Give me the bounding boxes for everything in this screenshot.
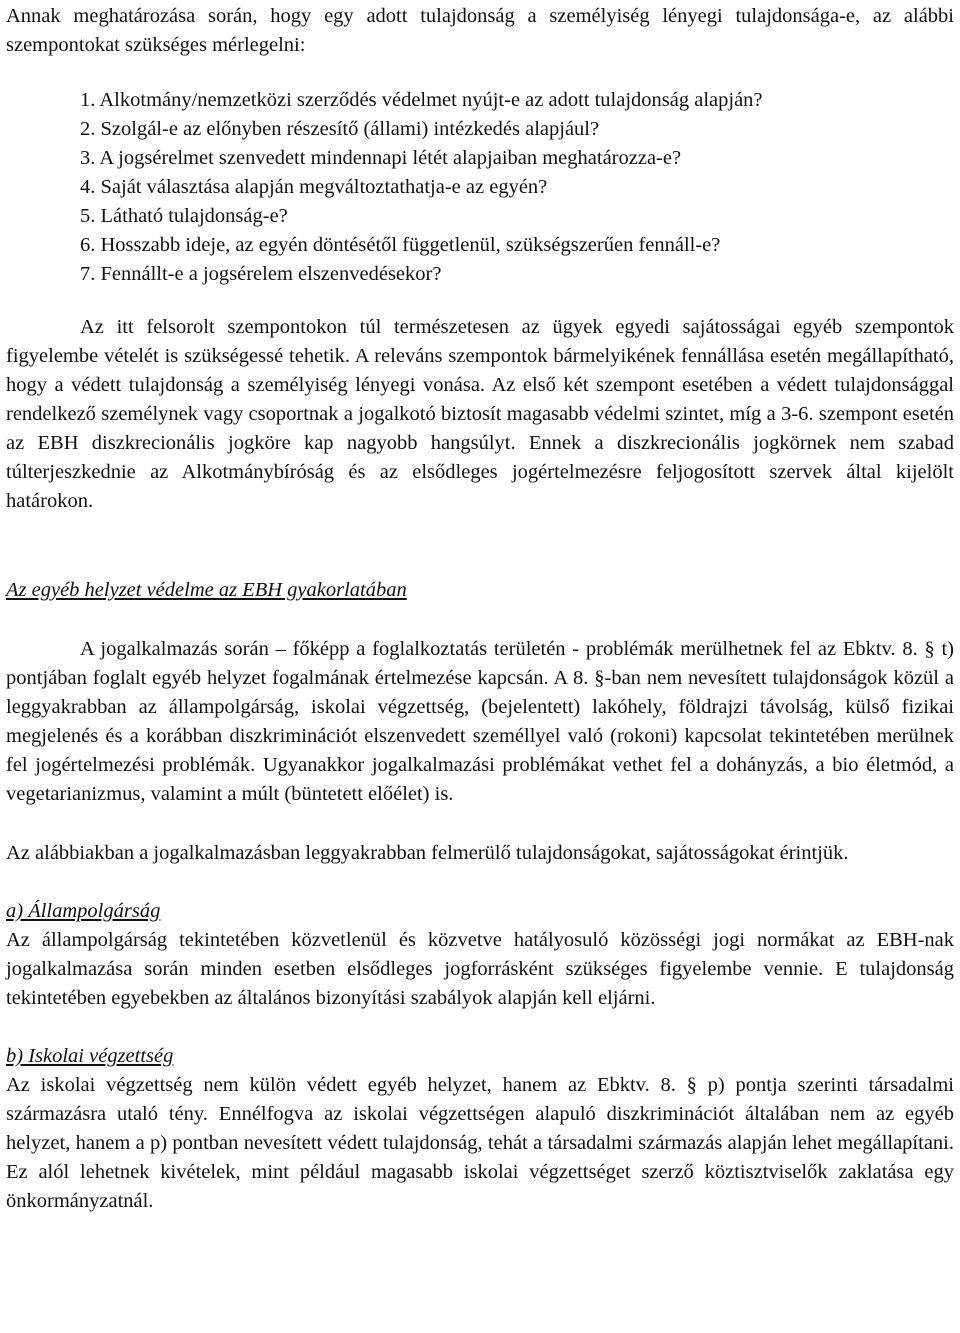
subsection-text-citizenship: Az állampolgárság tekintetében közvetlenül és közvetve hatályosuló közösségi jogi normákat az EBH-nak jogalkalmazása során minden esetben elsődleges jogforrásként szükséges figyelembe vennie. E tulajdonság tekintetében egyebekben az általános bizonyítási szabályok alapján kell eljárni. (6, 929, 954, 1009)
list-item: 6. Hosszabb ideje, az egyén döntésétől függetlenül, szükségszerűen fennáll-e? (80, 234, 721, 256)
section-heading: Az egyéb helyzet védelme az EBH gyakorlatában (6, 579, 407, 601)
list-item: 3. A jogsérelmet szenvedett mindennapi létét alapjaiban meghatározza-e? (80, 147, 682, 169)
list-item: 5. Látható tulajdonság-e? (80, 205, 288, 227)
list-item: 2. Szolgál-e az előnyben részesítő (állami) intézkedés alapjául? (80, 118, 600, 140)
body-paragraph: A jogalkalmazás során – főképp a foglalkoztatás területén - problémák merülhetnek fel az Ebktv. 8. § t) pontjában foglalt egyéb helyzet fogalmának értelmezése kapcsán. A 8. §-ban nem nevesített tulajdonságok közül a leggyakrabban az állampolgárság, iskolai végzettség, (bejelentett) lakóhely, földrajzi távolság, külső fizikai megjelenés és a korábban diszkriminációt elszenvedett személlyel való (rokoni) kapcsolat tekintetében merülnek fel jogértelmezési problémák. Ugyanakkor jogalkalmazási problémákat vethet fel a dohányzás, a bio életmód, a vegetarianizmus, valamint a múlt (büntetett előélet) is. (6, 638, 954, 805)
intro-paragraph: Annak meghatározása során, hogy egy adott tulajdonság a személyiség lényegi tulajdonsága-e, az alábbi szempontokat szükséges mérlegelni: (6, 5, 954, 56)
list-item: 1. Alkotmány/nemzetközi szerződés védelmet nyújt-e az adott tulajdonság alapján? (80, 89, 763, 111)
body-paragraph: Az alábbiakban a jogalkalmazásban leggyakrabban felmerülő tulajdonságokat, sajátosságokat érintjük. (6, 842, 849, 864)
subsection-heading-citizenship: a) Állampolgárság (6, 900, 161, 922)
subsection-text-education: Az iskolai végzettség nem külön védett egyéb helyzet, hanem az Ebktv. 8. § p) pontja szerinti társadalmi származásra utaló tény. Ennélfogva az iskolai végzettségen alapuló diszkriminációt általában nem az egyéb helyzet, hanem a p) pontban nevesített védett tulajdonság, tehát a társadalmi származás alapján lehet megállapítani. Ez alól lehetnek kivételek, mint például magasabb iskolai végzettséget szerző köztisztviselők zaklatása egy önkormányzatnál. (6, 1074, 954, 1212)
body-paragraph: Az itt felsorolt szempontokon túl természetesen az ügyek egyedi sajátosságai egyéb szempontok figyelembe vételét is szükségessé tehetik. A releváns szempontok bármelyikének fennállása esetén megállapítható, hogy a védett tulajdonság a személyiség lényegi vonása. Az első két szempont esetében a védett tulajdonsággal rendelkező személynek vagy csoportnak a jogalkotó biztosít magasabb védelmi szintet, míg a 3-6. szempont esetén az EBH diszkrecionális jogköre kap nagyobb hangsúlyt. Ennek a diszkrecionális jogkörnek nem szabad túlterjeszkednie az Alkotmánybíróság és az elsődleges jogértelmezésre feljogosított szervek által kijelölt határokon. (6, 316, 954, 512)
list-item: 4. Saját választása alapján megváltoztathatja-e az egyén? (80, 176, 548, 198)
criteria-list (6, 86, 954, 289)
document-page (0, 2, 960, 1216)
subsection-heading-education: b) Iskolai végzettség (6, 1045, 174, 1067)
list-item: 7. Fennállt-e a jogsérelem elszenvedésekor? (80, 263, 442, 285)
